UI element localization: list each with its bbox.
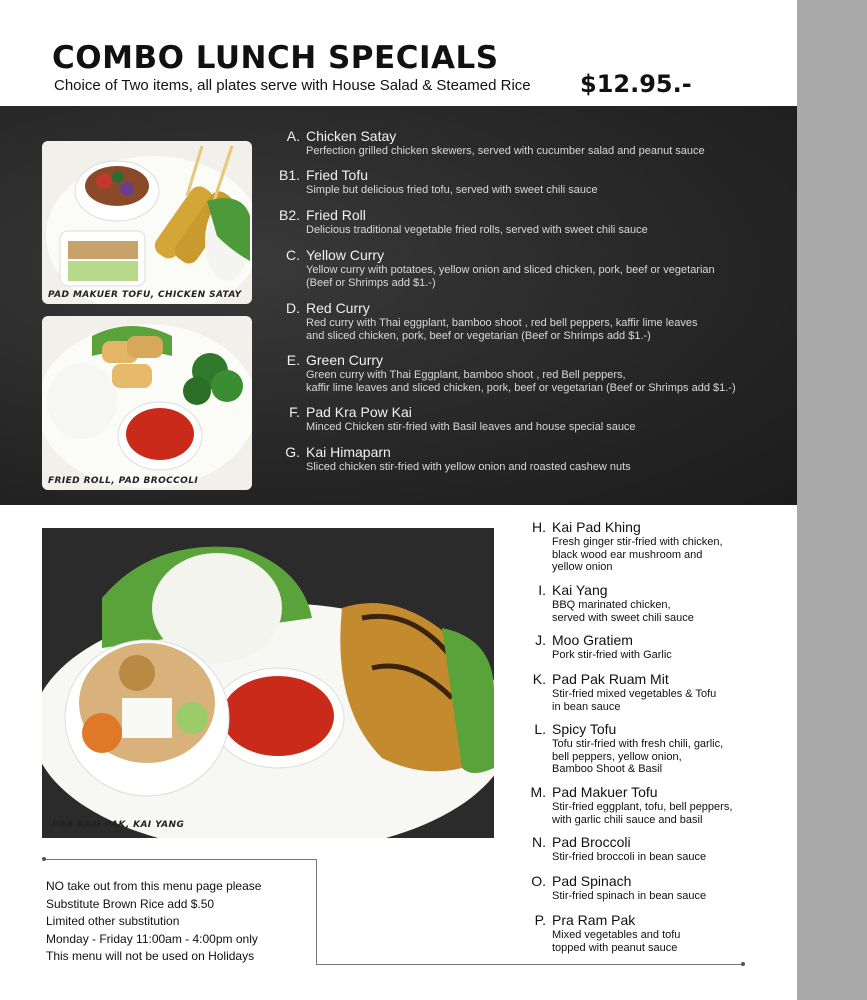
item-code: A.	[286, 128, 300, 144]
item-desc: Tofu stir-fried with fresh chili, garlic,	[552, 738, 724, 750]
note-line: Limited other substitution	[46, 914, 180, 929]
menu-item-a	[286, 128, 705, 158]
menu-item-l	[534, 721, 724, 776]
item-desc: Sliced chicken stir-fried with yellow onion and roasted cashew nuts	[306, 461, 631, 473]
menu-item-p	[534, 912, 681, 954]
photo-caption: FRIED ROLL, PAD BROCCOLI	[48, 476, 199, 486]
item-desc: Stir-fried eggplant, tofu, bell peppers,	[552, 801, 733, 813]
item-code: F.	[289, 404, 300, 420]
item-name: Pad Makuer Tofu	[552, 784, 658, 800]
photo-pra-ram-kai-yang	[42, 528, 494, 838]
item-name: Pad Pak Ruam Mit	[552, 671, 669, 687]
item-desc: Bamboo Shoot & Basil	[552, 763, 663, 775]
item-desc: Delicious traditional vegetable fried rolls, served with sweet chili sauce	[306, 224, 648, 236]
item-name: Pad Kra Pow Kai	[306, 404, 412, 420]
item-desc: Yellow curry with potatoes, yellow onion and sliced chicken, pork, beef or vegetarian	[306, 264, 715, 276]
combo-price: $12.95.-	[580, 70, 692, 98]
menu-item-n	[532, 834, 707, 864]
menu-item-k	[532, 671, 717, 713]
photo-roll-broccoli	[42, 316, 252, 490]
menu-notes	[46, 878, 261, 966]
item-name: Pra Ram Pak	[552, 912, 636, 928]
menu-item-d	[286, 300, 698, 342]
item-name: Pad Spinach	[552, 873, 632, 889]
item-code: M.	[530, 784, 546, 800]
item-code: N.	[532, 834, 546, 850]
dark-menu-panel	[0, 106, 797, 505]
item-desc: served with sweet chili sauce	[552, 611, 694, 624]
food-plate-illustration	[42, 528, 494, 838]
menu-item-h	[532, 519, 723, 574]
photo-caption: PRA RAM PAK, KAI YANG	[52, 820, 185, 830]
item-name: Spicy Tofu	[552, 721, 617, 737]
item-desc: Fresh ginger stir-fried with chicken,	[552, 536, 723, 548]
item-name: Fried Roll	[306, 207, 366, 223]
item-name: Red Curry	[306, 300, 370, 316]
item-desc: Simple but delicious fried tofu, served with sweet chili sauce	[306, 184, 598, 196]
item-desc: Stir-fried mixed vegetables & Tofu	[552, 688, 717, 700]
item-name: Kai Yang	[552, 582, 608, 598]
item-desc: bell peppers, yellow onion,	[552, 750, 682, 763]
menu-item-o	[531, 873, 707, 903]
item-desc: kaffir lime leaves and sliced chicken, pork, beef or vegetarian (Beef or Shrimps add $1.-)	[306, 381, 736, 394]
menu-item-j	[535, 632, 672, 662]
item-name: Green Curry	[306, 352, 384, 368]
photo-satay-tofu	[42, 141, 252, 304]
note-line: Substitute Brown Rice add $.50	[46, 896, 215, 911]
menu-item-i	[538, 582, 694, 624]
item-desc: Minced Chicken stir-fried with Basil leaves and house special sauce	[306, 421, 636, 433]
divider-line	[316, 964, 743, 965]
page-subtitle: Choice of Two items, all plates serve with House Salad & Steamed Rice	[54, 77, 531, 94]
item-code: I.	[538, 582, 546, 598]
item-desc: with garlic chili sauce and basil	[552, 813, 703, 826]
divider-line	[44, 859, 316, 860]
page-title: COMBO LUNCH SPECIALS	[52, 40, 499, 76]
item-desc: black wood ear mushroom and	[552, 548, 703, 561]
item-name: Pad Broccoli	[552, 834, 631, 850]
item-code: P.	[534, 912, 546, 928]
item-code: L.	[534, 721, 546, 737]
item-name: Kai Himaparn	[306, 444, 391, 460]
item-code: J.	[535, 632, 546, 648]
item-name: Fried Tofu	[306, 167, 368, 183]
item-code: H.	[532, 519, 546, 535]
item-desc: Stir-fried spinach in bean sauce	[552, 890, 707, 902]
item-desc: BBQ marinated chicken,	[552, 599, 671, 611]
item-desc: yellow onion	[552, 561, 613, 573]
menu-item-g	[285, 444, 631, 474]
item-code: K.	[532, 671, 546, 687]
item-desc: and sliced chicken, pork, beef or vegetarian (Beef or Shrimps add $1.-)	[306, 329, 651, 342]
menu-item-m	[530, 784, 733, 826]
item-name: Yellow Curry	[306, 247, 385, 263]
item-desc: Perfection grilled chicken skewers, served with cucumber salad and peanut sauce	[306, 145, 705, 157]
menu-item-b2	[278, 207, 648, 237]
item-desc: Green curry with Thai Eggplant, bamboo shoot , red Bell peppers,	[306, 369, 626, 381]
item-name: Moo Gratiem	[552, 632, 633, 648]
item-desc: in bean sauce	[552, 700, 621, 713]
food-plate-illustration	[42, 141, 252, 304]
item-name: Kai Pad Khing	[552, 519, 641, 535]
item-code: C.	[286, 247, 300, 263]
item-code: O.	[531, 873, 546, 889]
item-code: D.	[286, 300, 300, 316]
item-desc: (Beef or Shrimps add $1.-)	[306, 276, 436, 289]
divider-line	[316, 859, 317, 964]
item-code: G.	[285, 444, 300, 460]
menu-item-b1	[278, 167, 598, 197]
menu-item-e	[286, 352, 736, 394]
item-desc: Mixed vegetables and tofu	[552, 929, 681, 941]
item-desc: Stir-fried broccoli in bean sauce	[552, 851, 707, 863]
food-plate-illustration	[42, 316, 252, 490]
item-desc: Pork stir-fried with Garlic	[552, 649, 672, 661]
item-code: B1.	[278, 167, 300, 183]
menu-item-c	[286, 247, 715, 289]
photo-caption: PAD MAKUER TOFU, CHICKEN SATAY	[48, 290, 242, 300]
item-desc: topped with peanut sauce	[552, 941, 678, 954]
divider-dot	[42, 857, 46, 861]
item-code: E.	[286, 352, 300, 368]
item-name: Chicken Satay	[306, 128, 397, 144]
item-code: B2.	[278, 207, 300, 223]
item-desc: Red curry with Thai eggplant, bamboo shoot , red bell peppers, kaffir lime leaves	[306, 317, 698, 329]
menu-item-f	[289, 404, 636, 434]
note-line: NO take out from this menu page please	[46, 879, 262, 893]
note-line: This menu will not be used on Holidays	[46, 949, 255, 964]
note-line: Monday - Friday 11:00am - 4:00pm only	[46, 931, 258, 946]
side-stripe	[797, 0, 867, 1000]
divider-dot	[741, 962, 745, 966]
